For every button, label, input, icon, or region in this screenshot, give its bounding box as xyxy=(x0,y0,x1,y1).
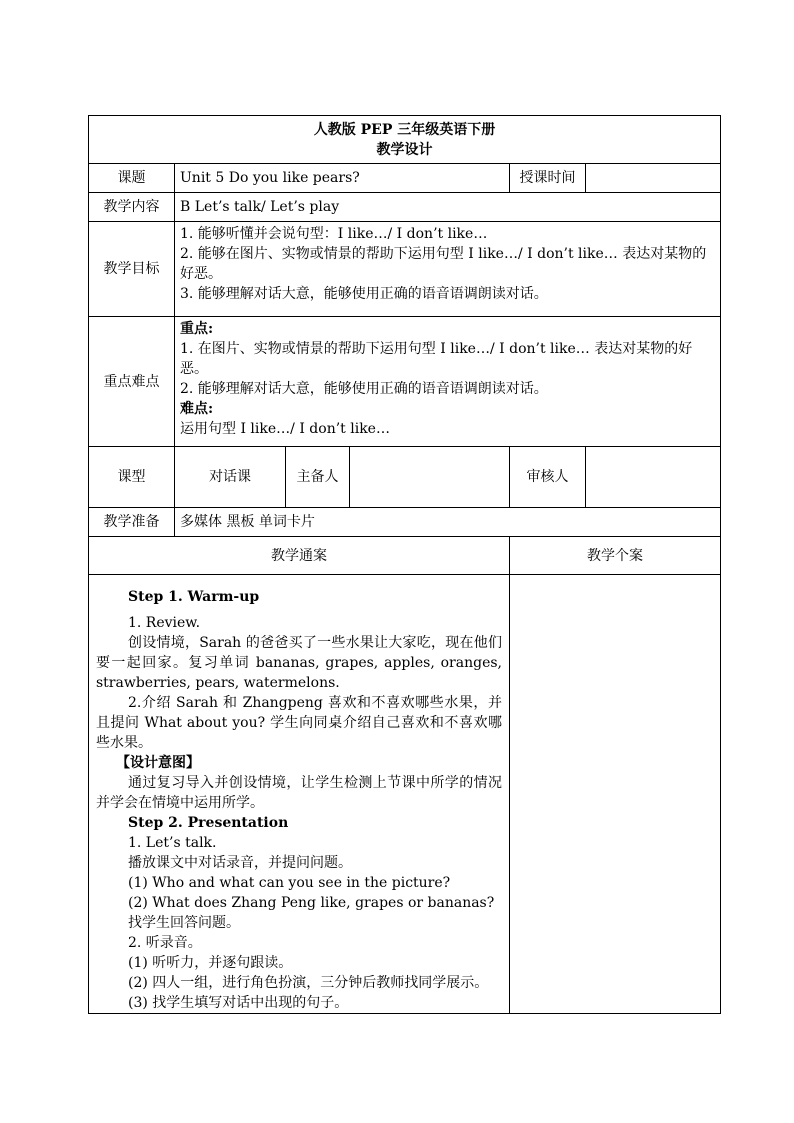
step2-question-2: (2) What does Zhang Peng like, grapes or bananas? xyxy=(128,895,495,911)
difficult-item: 运用句型 I like…/ I don’t like… xyxy=(180,421,390,437)
objectives-label: 教学目标 xyxy=(89,222,175,317)
prep-value: 多媒体 黑板 单词卡片 xyxy=(175,508,721,537)
lesson-plan-page xyxy=(88,115,720,1014)
step2-play: 播放课文中对话录音，并提问问题。 xyxy=(128,855,352,871)
personal-plan-content xyxy=(510,575,721,1014)
step2-listen: 2. 听录音。 xyxy=(128,935,202,951)
step1-review: 1. Review. xyxy=(128,615,201,631)
type-label: 课型 xyxy=(89,447,175,508)
keypoints-label: 重点难点 xyxy=(89,317,175,447)
step1-paragraph-1: 创设情境，Sarah 的爸爸买了一些水果让大家吃，现在他们要一起回家。复习单词 bananas, grapes, apples, oranges, strawberries, pears, watermelons. xyxy=(96,635,502,691)
step2-talk: 1. Let’s talk. xyxy=(128,835,217,851)
type-value: 对话课 xyxy=(175,447,286,508)
step2-title: Step 2. Presentation xyxy=(128,815,289,831)
content-label: 教学内容 xyxy=(89,193,175,222)
reviewer-label: 审核人 xyxy=(510,447,586,508)
step2-listen-3: (3) 找学生填写对话中出现的句子。 xyxy=(128,995,349,1011)
objectives-cell xyxy=(175,222,721,317)
step2-listen-1: (1) 听听力，并逐句跟读。 xyxy=(128,955,293,971)
objective-item: 1. 能够听懂并会说句型：I like…/ I don’t like… xyxy=(180,226,488,242)
step1-title: Step 1. Warm-up xyxy=(128,589,260,605)
design-intent-title: 【设计意图】 xyxy=(116,755,200,771)
step2-question-1: (1) Who and what can you see in the picture? xyxy=(128,875,451,891)
preparer-label: 主备人 xyxy=(286,447,350,508)
step2-answer: 找学生回答问题。 xyxy=(128,915,240,931)
title-line-1: 人教版 PEP 三年级英语下册 xyxy=(313,121,496,138)
document-title xyxy=(89,116,721,164)
common-plan-header: 教学通案 xyxy=(89,537,510,575)
content-value: B Let’s talk/ Let’s play xyxy=(175,193,721,222)
personal-plan-header: 教学个案 xyxy=(510,537,721,575)
key-title: 重点: xyxy=(180,321,214,337)
time-label: 授课时间 xyxy=(510,164,586,193)
design-intent-text: 通过复习导入并创设情境，让学生检测上节课中所学的情况并学会在情境中运用所学。 xyxy=(96,775,502,811)
topic-label: 课题 xyxy=(89,164,175,193)
topic-value: Unit 5 Do you like pears? xyxy=(175,164,510,193)
lesson-plan-table xyxy=(88,115,721,1014)
reviewer-value xyxy=(586,447,721,508)
time-value xyxy=(586,164,721,193)
key-item: 1. 在图片、实物或情景的帮助下运用句型 I like…/ I don’t like… 表达对某物的好恶。 xyxy=(180,341,693,377)
preparer-value xyxy=(350,447,510,508)
key-item: 2. 能够理解对话大意，能够使用正确的语音语调朗读对话。 xyxy=(180,381,548,397)
prep-label: 教学准备 xyxy=(89,508,175,537)
title-line-2: 教学设计 xyxy=(376,141,433,158)
step2-listen-2: (2) 四人一组，进行角色扮演，三分钟后教师找同学展示。 xyxy=(128,975,489,991)
difficult-title: 难点: xyxy=(180,401,214,417)
objective-item: 3. 能够理解对话大意，能够使用正确的语音语调朗读对话。 xyxy=(180,286,548,302)
common-plan-content xyxy=(89,575,510,1014)
objective-item: 2. 能够在图片、实物或情景的帮助下运用句型 I like…/ I don’t like… 表达对某物的好恶。 xyxy=(180,246,707,282)
keypoints-cell xyxy=(175,317,721,447)
step1-paragraph-2: 2.介绍 Sarah 和 Zhangpeng 喜欢和不喜欢哪些水果，并且提问 What about you? 学生向同桌介绍自己喜欢和不喜欢哪些水果。 xyxy=(96,695,502,751)
